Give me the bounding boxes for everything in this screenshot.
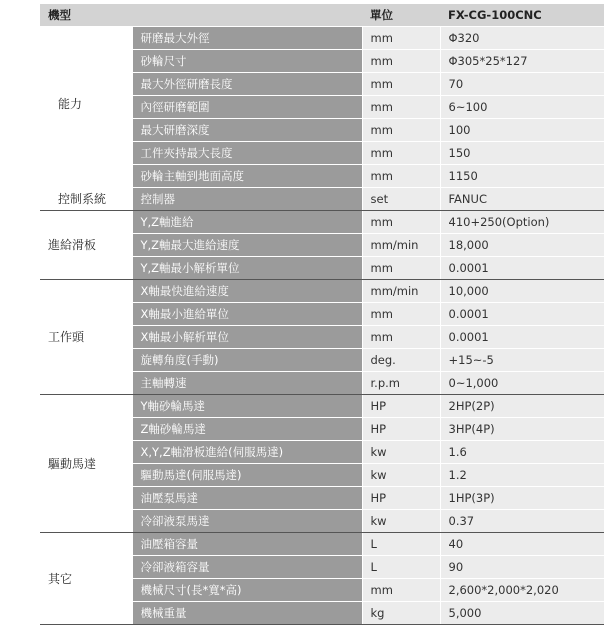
spec-unit: mm xyxy=(362,165,440,188)
category-cell xyxy=(40,280,132,395)
spec-unit: mm xyxy=(362,579,440,602)
table-row xyxy=(40,27,604,50)
spec-item: X軸最小解析單位 xyxy=(132,326,362,349)
spec-item: 驅動馬達(伺服馬達) xyxy=(132,464,362,487)
category-cell xyxy=(40,395,132,533)
spec-unit: mm xyxy=(362,142,440,165)
spec-unit: kw xyxy=(362,464,440,487)
spec-value: 2HP(2P) xyxy=(440,395,604,418)
spec-value: +15~-5 xyxy=(440,349,604,372)
category-cell xyxy=(40,211,132,280)
spec-value: 1150 xyxy=(440,165,604,188)
spec-item: 油壓箱容量 xyxy=(132,533,362,556)
spec-item: Z軸砂輪馬達 xyxy=(132,418,362,441)
spec-unit: kw xyxy=(362,441,440,464)
spec-value: 18,000 xyxy=(440,234,604,257)
header-model: 機型 xyxy=(40,4,362,27)
category-label: 進給滑板 xyxy=(48,238,97,252)
spec-unit: mm xyxy=(362,211,440,234)
spec-value: 0.0001 xyxy=(440,326,604,349)
table-row xyxy=(40,280,604,303)
spec-item: 工件夾持最大長度 xyxy=(132,142,362,165)
spec-unit: L xyxy=(362,533,440,556)
spec-value: 0.0001 xyxy=(440,257,604,280)
spec-unit: HP xyxy=(362,487,440,510)
category-label: 控制系統 xyxy=(58,192,107,206)
spec-item: 冷卻液箱容量 xyxy=(132,556,362,579)
spec-unit: L xyxy=(362,556,440,579)
spec-unit: mm xyxy=(362,73,440,96)
spec-unit: mm xyxy=(362,96,440,119)
spec-unit: kg xyxy=(362,602,440,625)
spec-unit: HP xyxy=(362,418,440,441)
spec-item: X軸最快進給速度 xyxy=(132,280,362,303)
spec-unit: deg. xyxy=(362,349,440,372)
spec-unit: mm/min xyxy=(362,234,440,257)
category-cell xyxy=(40,27,132,211)
spec-value: 0~1,000 xyxy=(440,372,604,395)
spec-item: Y,Z軸最大進給速度 xyxy=(132,234,362,257)
spec-body xyxy=(40,27,604,625)
header-unit: 單位 xyxy=(362,4,440,27)
spec-item: 油壓泵馬達 xyxy=(132,487,362,510)
table-row xyxy=(40,395,604,418)
table-row xyxy=(40,211,604,234)
spec-value: 1.6 xyxy=(440,441,604,464)
spec-unit: mm xyxy=(362,27,440,50)
category-cell xyxy=(40,533,132,625)
spec-value: 2,600*2,000*2,020 xyxy=(440,579,604,602)
spec-item: 砂輪主軸到地面高度 xyxy=(132,165,362,188)
spec-value: 100 xyxy=(440,119,604,142)
spec-item: 研磨最大外徑 xyxy=(132,27,362,50)
spec-item: 最大研磨深度 xyxy=(132,119,362,142)
spec-item: 主軸轉速 xyxy=(132,372,362,395)
spec-item: Y軸砂輪馬達 xyxy=(132,395,362,418)
spec-value: FANUC xyxy=(440,188,604,211)
spec-value: 6~100 xyxy=(440,96,604,119)
spec-item: 內徑研磨範圍 xyxy=(132,96,362,119)
spec-item: 最大外徑研磨長度 xyxy=(132,73,362,96)
spec-item: Y,Z軸最小解析單位 xyxy=(132,257,362,280)
category-label: 其它 xyxy=(48,571,73,586)
spec-value: 90 xyxy=(440,556,604,579)
spec-item: 砂輪尺寸 xyxy=(132,50,362,73)
spec-unit: mm xyxy=(362,119,440,142)
spec-unit: mm xyxy=(362,303,440,326)
spec-item: X軸最小進給單位 xyxy=(132,303,362,326)
spec-value: Φ305*25*127 xyxy=(440,50,604,73)
spec-value: 410+250(Option) xyxy=(440,211,604,234)
spec-item: 冷卻液泵馬達 xyxy=(132,510,362,533)
spec-unit: mm xyxy=(362,257,440,280)
category-label: 驅動馬達 xyxy=(48,456,97,471)
spec-unit: set xyxy=(362,188,440,211)
spec-item: 旋轉角度(手動) xyxy=(132,349,362,372)
spec-value: 0.37 xyxy=(440,510,604,533)
spec-unit: HP xyxy=(362,395,440,418)
spec-value: Φ320 xyxy=(440,27,604,50)
spec-table xyxy=(40,4,604,625)
spec-unit: mm xyxy=(362,50,440,73)
spec-item: 機械尺寸(長*寬*高) xyxy=(132,579,362,602)
spec-value: 0.0001 xyxy=(440,303,604,326)
spec-value: 70 xyxy=(440,73,604,96)
spec-value: 10,000 xyxy=(440,280,604,303)
spec-value: 150 xyxy=(440,142,604,165)
spec-unit: r.p.m xyxy=(362,372,440,395)
category-label: 工作頭 xyxy=(48,330,85,344)
spec-item: 控制器 xyxy=(132,188,362,211)
spec-unit: mm/min xyxy=(362,280,440,303)
table-row xyxy=(40,533,604,556)
spec-value: 1.2 xyxy=(440,464,604,487)
spec-item: Y,Z軸進給 xyxy=(132,211,362,234)
header-row xyxy=(40,4,604,27)
category-label: 能力 xyxy=(58,97,83,111)
spec-unit: kw xyxy=(362,510,440,533)
spec-unit: mm xyxy=(362,326,440,349)
spec-value: 5,000 xyxy=(440,602,604,625)
spec-item: 機械重量 xyxy=(132,602,362,625)
spec-item: X,Y,Z軸滑板進給(伺服馬達) xyxy=(132,441,362,464)
spec-value: 3HP(4P) xyxy=(440,418,604,441)
header-spec: FX-CG-100CNC xyxy=(440,4,604,27)
spec-value: 1HP(3P) xyxy=(440,487,604,510)
spec-value: 40 xyxy=(440,533,604,556)
